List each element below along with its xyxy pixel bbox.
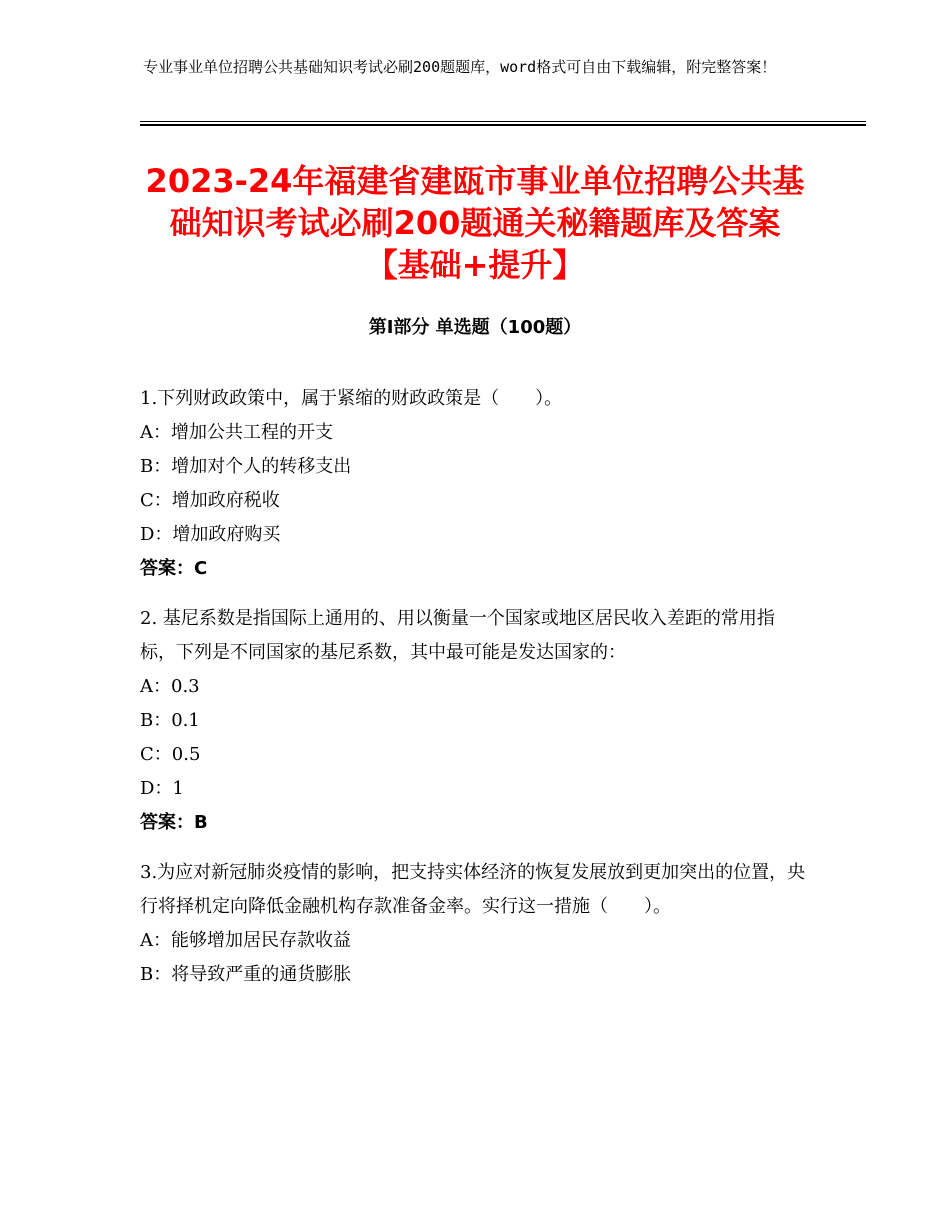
- section-title: 第Ⅰ部分 单选题（100题）: [368, 317, 582, 338]
- question-stem: 1.下列财政政策中，属于紧缩的财政政策是（ ）。: [140, 388, 563, 409]
- question-answer: 答案：B: [140, 812, 208, 833]
- question-option: A：增加公共工程的开支: [140, 422, 333, 443]
- question-option: A：能够增加居民存款收益: [140, 930, 351, 951]
- question-option: C：增加政府税收: [140, 490, 280, 511]
- question-option: A：0.3: [140, 676, 200, 697]
- question-2: [140, 602, 810, 840]
- document-title: 2023-24年福建省建瓯市事业单位招聘公共基础知识考试必刷200题通关秘籍题库及答案【基础+提升】: [145, 162, 805, 284]
- question-option: B：将导致严重的通货膨胀: [140, 964, 352, 985]
- header-rule-thick: [140, 124, 866, 126]
- header-rule-thin: [140, 121, 866, 122]
- question-list: [140, 382, 810, 1008]
- question-stem: 3.为应对新冠肺炎疫情的影响，把支持实体经济的恢复发展放到更加突出的位置，央行将择机定向降低金融机构存款准备金率。实行这一措施（ ）。: [140, 862, 806, 917]
- question-option: B：增加对个人的转移支出: [140, 456, 352, 477]
- question-option: C：0.5: [140, 744, 201, 765]
- question-option: B：0.1: [140, 710, 200, 731]
- header-note: 专业事业单位招聘公共基础知识考试必刷200题题库，word格式可自由下载编辑，附完整答案！: [143, 58, 777, 76]
- question-3: [140, 856, 810, 992]
- question-option: D：增加政府购买: [140, 524, 281, 545]
- question-stem: 2. 基尼系数是指国际上通用的、用以衡量一个国家或地区居民收入差距的常用指标，下列是不同国家的基尼系数，其中最可能是发达国家的：: [140, 608, 775, 663]
- question-1: [140, 382, 810, 586]
- question-answer: 答案：C: [140, 558, 208, 579]
- question-option: D：1: [140, 778, 184, 799]
